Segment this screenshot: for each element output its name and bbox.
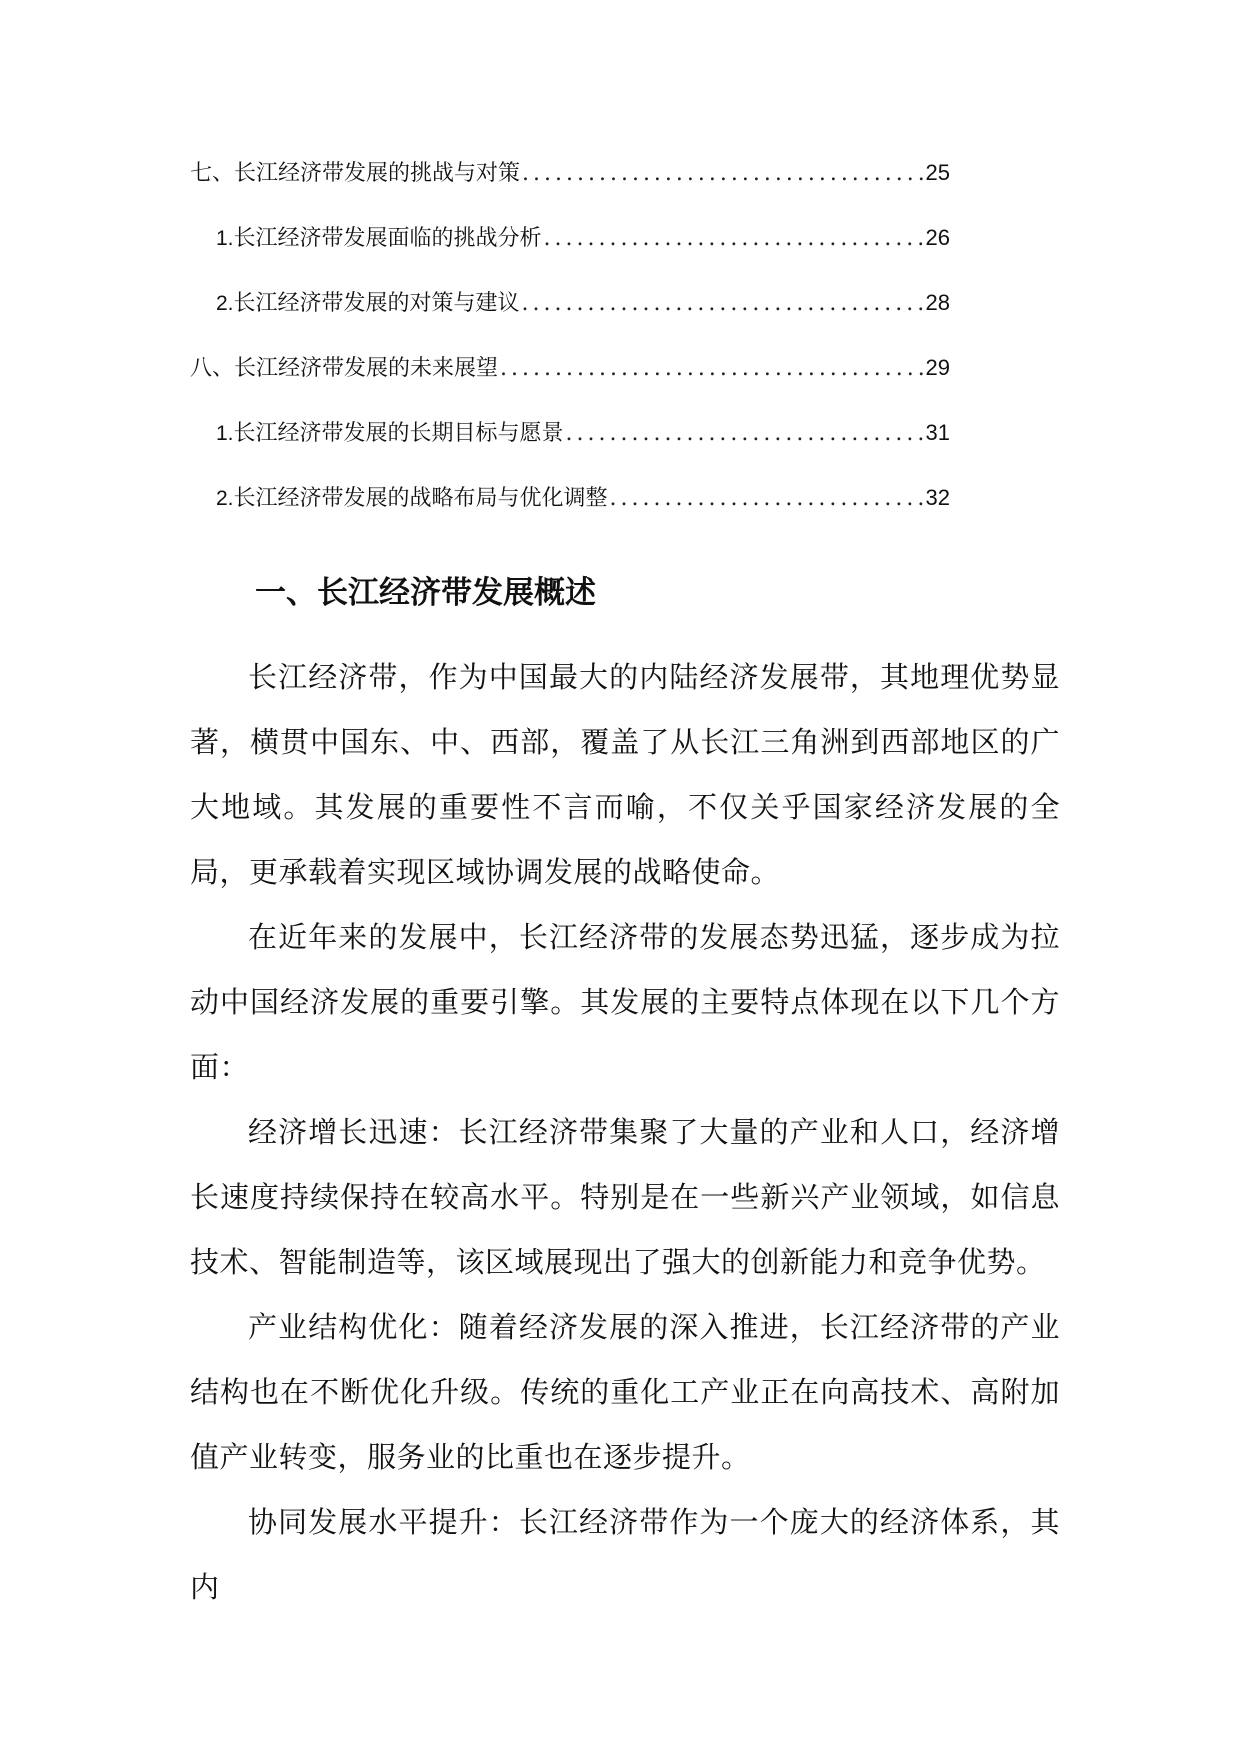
toc-entry-title: 七、长江经济带发展的挑战与对策 [190,161,521,186]
toc-leader-dots [500,336,924,401]
paragraph: 长江经济带，作为中国最大的内陆经济发展带，其地理优势显著，横贯中国东、中、西部，覆盖了从长江三角洲到西部地区的广大地域。其发展的重要性不言而喻，不仅关乎国家经济发展的全局，更承载着实现区域协调发展的战略使命。 [190,660,1060,889]
toc-entry-title: 长江经济带发展的长期目标与愿景 [233,421,564,446]
paragraph: 经济增长迅速：长江经济带集聚了大量的产业和人口，经济增长速度持续保持在较高水平。特别是在一些新兴产业领域，如信息技术、智能制造等，该区域展现出了强大的创新能力和竞争优势。 [190,1115,1060,1279]
paragraph: 协同发展水平提升：长江经济带作为一个庞大的经济体系，其内 [190,1505,1060,1604]
toc-entry-page: 32 [925,485,950,510]
paragraph: 在近年来的发展中，长江经济带的发展态势迅猛，逐步成为拉动中国经济发展的重要引擎。其发展的主要特点体现在以下几个方面： [190,920,1060,1084]
toc-leader-dots [522,271,924,336]
toc-entry[interactable] [190,335,950,400]
toc-entry[interactable] [190,270,950,335]
toc-entry-page: 29 [925,355,950,380]
toc-entry[interactable] [190,465,950,530]
toc-entry-title: 长江经济带发展的对策与建议 [233,291,520,316]
section-body [190,645,1060,1620]
toc-leader-dots [522,141,924,206]
toc-entry-title: 八、长江经济带发展的未来展望 [190,356,499,381]
toc-entry-page: 25 [925,160,950,185]
toc-entry-number: 1. [216,227,234,250]
toc-entry-page: 28 [925,290,950,315]
toc-entry-title: 长江经济带发展的战略布局与优化调整 [233,486,608,511]
toc-entry-page: 26 [925,225,950,250]
toc-leader-dots [566,401,924,466]
toc-entry-page: 31 [925,420,950,445]
toc-leader-dots [544,206,924,271]
section-heading: 一、长江经济带发展概述 [255,575,596,611]
toc-entry-number: 2. [216,292,234,315]
toc-entry[interactable] [190,205,950,270]
toc-entry-title: 长江经济带发展面临的挑战分析 [233,226,542,251]
toc-leader-dots [610,466,924,531]
paragraph: 产业结构优化：随着经济发展的深入推进，长江经济带的产业结构也在不断优化升级。传统的重化工产业正在向高技术、高附加值产业转变，服务业的比重也在逐步提升。 [190,1310,1060,1474]
toc-entry-number: 2. [216,487,234,510]
toc-entry-number: 1. [216,422,234,445]
toc-entry[interactable] [190,140,950,205]
toc-entry[interactable] [190,400,950,465]
table-of-contents [190,140,950,530]
